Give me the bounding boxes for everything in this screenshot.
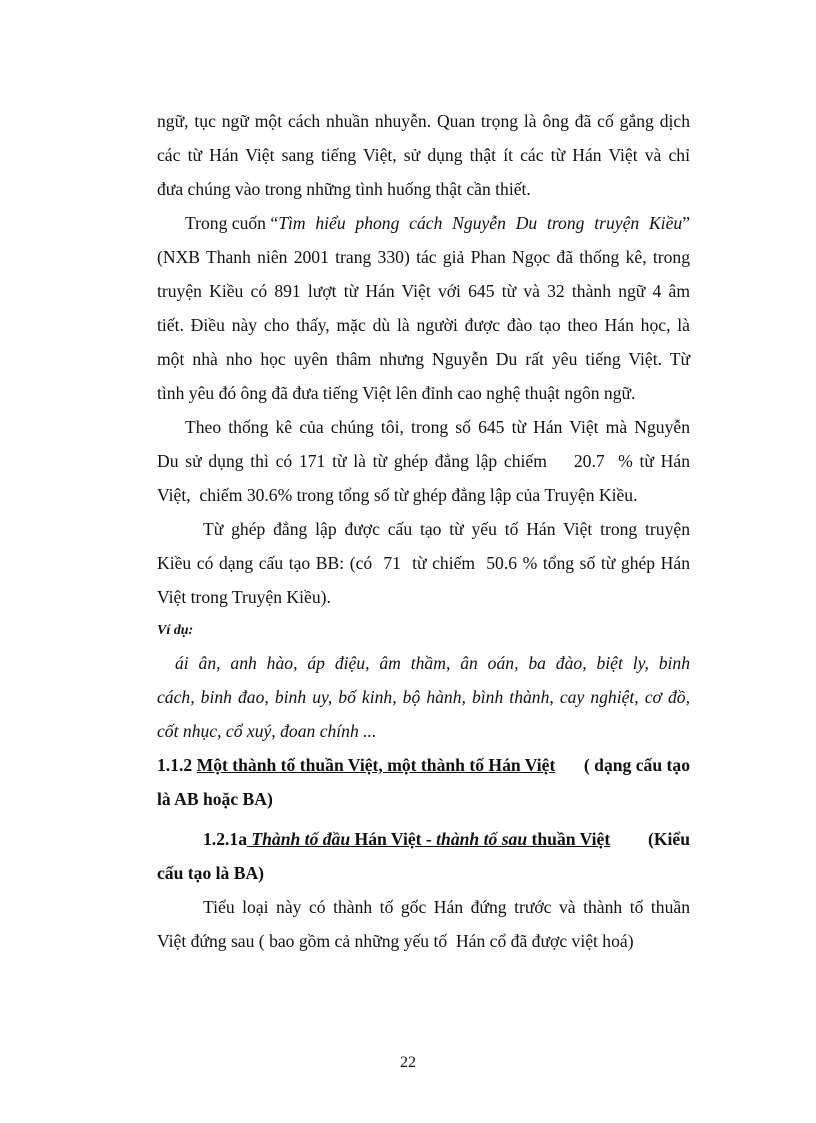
paragraph-1-line-3: đưa chúng vào trong những tình huống thật cần thiết.	[157, 179, 531, 199]
examples-line-3: cốt nhục, cổ xuý, đoan chính ...	[157, 721, 377, 741]
paragraph-4-line-3: Việt trong Truyện Kiều).	[157, 587, 331, 607]
heading-1-1-2	[157, 753, 690, 777]
heading-1-2-1a	[203, 827, 690, 851]
paragraph-3-line-3: Việt, chiếm 30.6% trong tổng số từ ghép đẳng lập của Truyện Kiều.	[157, 485, 638, 505]
paragraph-4-line-1: Từ ghép đẳng lập được cấu tạo từ yếu tố Hán Việt trong truyện	[203, 519, 690, 539]
page-number: 22	[400, 1054, 416, 1071]
examples-line-1: ái ân, anh hào, áp điệu, âm thầm, ân oán, ba đào, biệt ly, binh	[175, 653, 690, 673]
book-title: Tìm hiểu phong cách Nguyễn Du trong truyện Kiều	[278, 213, 683, 233]
heading-1-1-2-number: 1.1.2	[157, 755, 197, 775]
heading-1-2-1a-number: 1.2.1a	[203, 829, 247, 849]
paragraph-3-line-1: Theo thống kê của chúng tôi, trong số 645 từ Hán Việt mà Nguyễn	[185, 417, 690, 437]
paragraph-1-line-2: các từ Hán Việt sang tiếng Việt, sử dụng thật ít các từ Hán Việt và chỉ	[157, 145, 690, 165]
paragraph-4-line-2: Kiều có dạng cấu tạo BB: (có 71 từ chiếm 50.6 % tổng số từ ghép Hán	[157, 553, 690, 573]
heading-1-2-1a-part-4: thuần Việt	[527, 829, 611, 849]
book-quote-close: ”	[682, 213, 690, 233]
heading-1-2-1a-part-1: Thành tố đầu	[246, 829, 351, 849]
examples-line-2: cách, binh đao, binh uy, bố kinh, bộ hành, bình thành, cay nghiệt, cơ đồ,	[157, 687, 690, 707]
paragraph-2-line-3: truyện Kiều có 891 lượt từ Hán Việt với 645 từ và 32 thành ngữ 4 âm	[157, 281, 690, 301]
heading-1-2-1a-part-3: thành tố sau	[436, 829, 528, 849]
paragraph-2-line-1	[185, 211, 690, 235]
heading-1-2-1a-line-2: cấu tạo là BA)	[157, 863, 265, 883]
heading-1-2-1a-rest: (Kiểu	[647, 829, 690, 849]
paragraph-3-line-2: Du sử dụng thì có 171 từ là từ ghép đẳng lập chiếm 20.7 % từ Hán	[157, 451, 690, 471]
book-intro-text: Trong cuốn “	[185, 213, 279, 233]
heading-1-2-1a-part-2: Hán Việt -	[350, 829, 437, 849]
example-label: Ví dụ:	[157, 623, 194, 638]
paragraph-2-line-6: tình yêu đó ông đã đưa tiếng Việt lên đỉnh cao nghệ thuật ngôn ngữ.	[157, 383, 636, 403]
paragraph-2-line-4: tiết. Điều này cho thấy, mặc dù là người được đào tạo theo Hán học, là	[157, 315, 690, 335]
paragraph-2-line-2: (NXB Thanh niên 2001 trang 330) tác giả Phan Ngọc đã thống kê, trong	[157, 247, 690, 267]
paragraph-1-line-1: ngữ, tục ngữ một cách nhuần nhuyễn. Quan trọng là ông đã cố gắng dịch	[157, 111, 690, 131]
paragraph-5-line-2: Việt đứng sau ( bao gồm cả những yếu tố Hán cổ đã được việt hoá)	[157, 931, 634, 951]
heading-1-1-2-rest: ( dạng cấu tạo	[579, 755, 690, 775]
paragraph-5-line-1: Tiểu loại này có thành tố gốc Hán đứng trước và thành tố thuần	[203, 897, 690, 917]
heading-1-1-2-title: Một thành tố thuần Việt, một thành tố Hán Việt	[196, 755, 556, 775]
paragraph-2-line-5: một nhà nho học uyên thâm nhưng Nguyễn Du rất yêu tiếng Việt. Từ	[157, 349, 690, 369]
heading-1-1-2-line-2: là AB hoặc BA)	[157, 789, 273, 809]
